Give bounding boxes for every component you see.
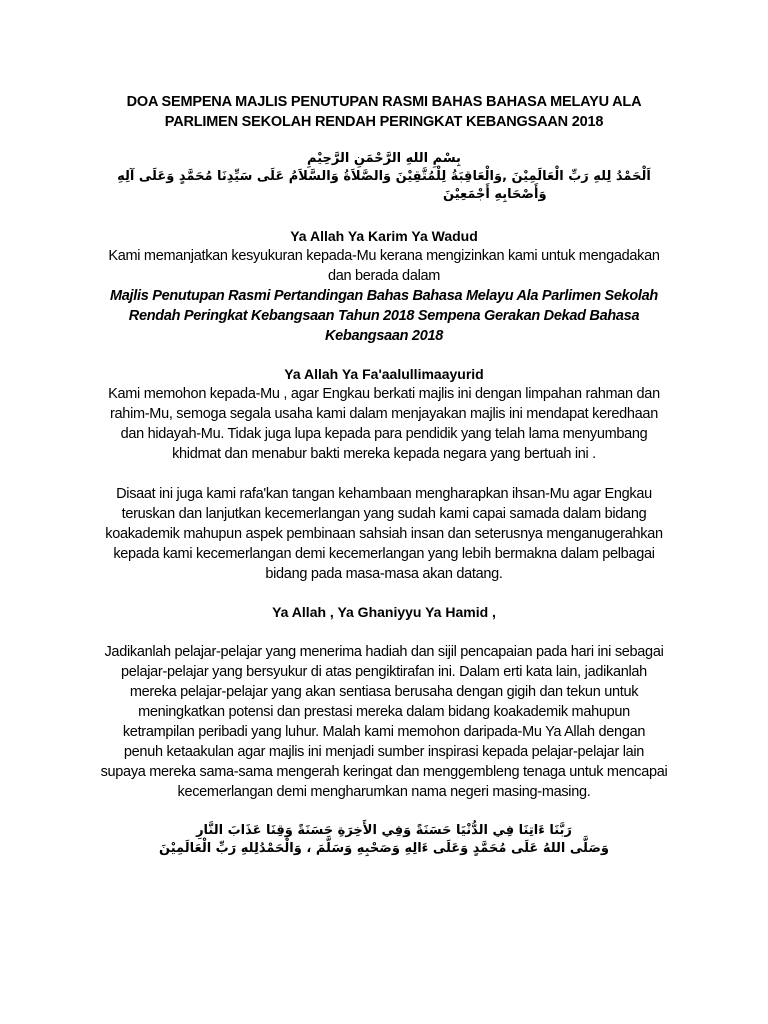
body-line: rahim-Mu, semoga segala usaha kami dalam menjayakan majlis ini mendapat keredhaan	[110, 406, 658, 422]
event-line: Majlis Penutupan Rasmi Pertandingan Bahas Bahasa Melayu Ala Parlimen Sekolah	[110, 288, 658, 304]
body-line: bidang pada masa-masa akan datang.	[265, 566, 503, 582]
section-heading: Ya Allah , Ya Ghaniyyu Ya Hamid ,	[272, 604, 496, 620]
body-line: kecemerlangan demi mengharumkan nama negeri masing-masing.	[177, 784, 591, 800]
body-line: dan berada dalam	[327, 268, 441, 284]
opening-arabic-prayer	[88, 150, 680, 204]
event-line: Kebangsaan 2018	[324, 328, 443, 344]
body-line: koakademik mahupun aspek pembinaan sahsiah insan dan seterusnya menganugerahkan	[105, 526, 663, 542]
section-karim-wadud	[88, 226, 680, 346]
body-line: pelajar-pelajar yang bersyukur di atas pengiktirafan ini. Dalam erti kata lain, jadikanlah	[121, 664, 647, 680]
body-line: Kami memanjatkan kesyukuran kepada-Mu kerana mengizinkan kami untuk mengadakan	[108, 248, 660, 264]
body-line: penuh ketaakulan agar majlis ini menjadi sumber inspirasi kepada pelajar-pelajar lain	[123, 744, 645, 760]
arabic-line: وَأَصْحَابِهِ أَجْمَعِيْنَ	[443, 187, 547, 202]
body-line: mereka pelajar-pelajar yang akan sentiasa berusaha dengan gigih dan tekun untuk	[129, 684, 639, 700]
arabic-line: اَلْحَمْدُ لِلهِ رَبِّ الْعَالَمِيْنَ ,وَالْعَاقِبَةُ لِلْمُتَّقِيْنَ وَالصَّلاَةُ وَالسَّلاَمُ عَلَى سَيِّدِنَا مُحَمَّدٍ وَعَلَى آلِهِ	[117, 169, 651, 184]
body-line: dan hidayah-Mu. Tidak juga lupa kepada para pendidik yang telah lama menyumbang	[120, 426, 648, 442]
body-line: Jadikanlah pelajar-pelajar yang menerima hadiah dan sijil pencapaian pada hari ini sebagai	[104, 644, 664, 660]
section-heading: Ya Allah Ya Karim Ya Wadud	[290, 228, 478, 244]
event-line: Rendah Peringkat Kebangsaan Tahun 2018 Sempena Gerakan Dekad Bahasa	[128, 308, 640, 324]
section-heading: Ya Allah Ya Fa'aalullimaayurid	[284, 366, 484, 382]
document-page	[88, 92, 680, 858]
arabic-line: رَبَّنَا ءَاتِنَا فِي الدُّنْيَا حَسَنَةً وَفِي الأَخِرَةِ حَسَنَةً وَقِنَا عَذَابَ النَّارِ	[196, 823, 572, 838]
arabic-line: بِسْمِ اللهِ الرَّحْمَنِ الرَّحِيْمِ	[307, 151, 461, 166]
body-line: khidmat dan menabur bakti mereka kepada negara yang bertuah ini .	[172, 446, 596, 462]
title-line: PARLIMEN SEKOLAH RENDAH PERINGKAT KEBANGSAAN 2018	[164, 114, 604, 130]
body-line: supaya mereka sama-sama mengerah keringat dan menggembleng tenaga untuk mencapai	[100, 764, 668, 780]
document-title	[88, 92, 680, 132]
closing-arabic-prayer	[88, 822, 680, 858]
body-line: teruskan dan lanjutkan kecemerlangan yang sudah kami capai samada dalam bidang	[121, 506, 647, 522]
body-line: ketrampilan peribadi yang luhur. Malah kami memohon daripada-Mu Ya Allah dengan	[122, 724, 646, 740]
paragraph-jadikanlah	[88, 642, 680, 802]
paragraph-rafakan	[88, 484, 680, 584]
body-line: kepada kami kecemerlangan demi kecemerlangan yang lebih bermakna dalam pelbagai	[113, 546, 655, 562]
section-ghaniyyu-hamid	[88, 602, 680, 802]
section-faaalullimaayurid	[88, 364, 680, 584]
arabic-line: وَصَلَّى اللهُ عَلَى مُحَمَّدٍ وَعَلَى ءَالِهِ وَصَحْبِهِ وَسَلَّمَ ، وَالْحَمْدُلِلهِ رَبِّ الْعَالَمِيْنَ	[159, 841, 609, 856]
title-line: DOA SEMPENA MAJLIS PENUTUPAN RASMI BAHAS BAHASA MELAYU ALA	[126, 94, 642, 110]
body-line: Kami memohon kepada-Mu , agar Engkau berkati majlis ini dengan limpahan rahman dan	[108, 386, 660, 402]
body-line: meningkatkan potensi dan prestasi mereka dalam bidang koakademik mahupun	[138, 704, 630, 720]
body-line: Disaat ini juga kami rafa'kan tangan kehambaan mengharapkan ihsan-Mu agar Engkau	[116, 486, 652, 502]
